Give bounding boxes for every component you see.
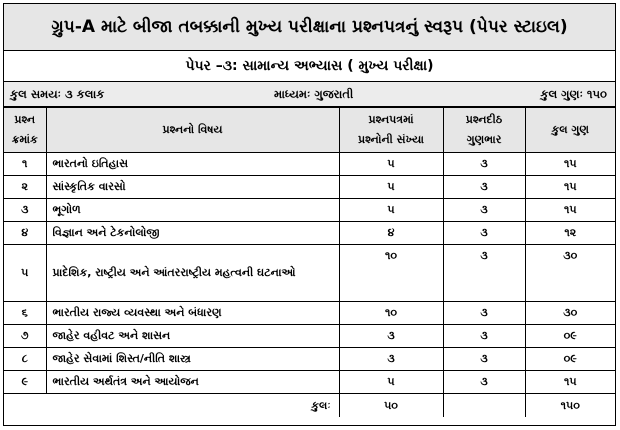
cell-subject: પ્રાદેશિક, રાષ્ટ્રીય અને આંતરરાષ્ટ્રીય મહત્વની ઘટનાઓ bbox=[46, 245, 339, 302]
table-row bbox=[4, 199, 615, 222]
cell-total: ૧૫ bbox=[525, 153, 615, 176]
total-marks-cell: ૧૫૦ bbox=[525, 394, 615, 418]
cell-weight: ૩ bbox=[443, 176, 525, 199]
cell-total: ૧૫ bbox=[525, 176, 615, 199]
cell-weight: ૩ bbox=[443, 153, 525, 176]
header-count: પ્રશ્નપત્રમાં પ્રશ્નોની સંખ્યા bbox=[339, 108, 443, 153]
total-marks: કુલ ગુણઃ ૧૫૦ bbox=[540, 87, 607, 101]
cell-subject: જાહેર વહીવટ અને શાસન bbox=[46, 325, 339, 348]
table-total-row bbox=[4, 394, 615, 418]
total-weight bbox=[443, 394, 525, 418]
cell-weight: ૩ bbox=[443, 325, 525, 348]
cell-count: ૩ bbox=[339, 348, 443, 371]
table-row bbox=[4, 325, 615, 348]
cell-serial: ૫ bbox=[4, 245, 46, 302]
cell-total: ૧૫ bbox=[525, 371, 615, 394]
paper-subtitle: પેપર –૩: સામાન્ય અભ્યાસ ( મુખ્ય પરીક્ષા) bbox=[4, 51, 615, 82]
cell-serial: ૪ bbox=[4, 222, 46, 245]
cell-weight: ૩ bbox=[443, 348, 525, 371]
cell-total: ૧૫ bbox=[525, 199, 615, 222]
cell-count: ૫ bbox=[339, 153, 443, 176]
cell-total: ૦૯ bbox=[525, 325, 615, 348]
cell-total: ૩૦ bbox=[525, 302, 615, 325]
cell-serial: ૭ bbox=[4, 325, 46, 348]
exam-pattern-sheet bbox=[3, 3, 616, 426]
cell-subject: ભારતીય અર્થતંત્ર અને આયોજન bbox=[46, 371, 339, 394]
marks-table bbox=[4, 107, 615, 417]
cell-subject: ભૂગોળ bbox=[46, 199, 339, 222]
table-row bbox=[4, 302, 615, 325]
cell-count: ૧૦ bbox=[339, 245, 443, 302]
total-count: ૫૦ bbox=[339, 394, 443, 418]
cell-weight: ૩ bbox=[443, 371, 525, 394]
cell-total: ૦૯ bbox=[525, 348, 615, 371]
cell-serial: ૩ bbox=[4, 199, 46, 222]
header-total: કુલ ગુણ bbox=[525, 108, 615, 153]
table-row bbox=[4, 348, 615, 371]
cell-count: ૧૦ bbox=[339, 302, 443, 325]
cell-weight: ૩ bbox=[443, 245, 525, 302]
table-row bbox=[4, 222, 615, 245]
cell-total: ૧૨ bbox=[525, 222, 615, 245]
table-row bbox=[4, 176, 615, 199]
table-row bbox=[4, 371, 615, 394]
cell-serial: ૬ bbox=[4, 302, 46, 325]
header-subject: પ્રશ્નનો વિષય bbox=[46, 108, 339, 153]
cell-serial: ૨ bbox=[4, 176, 46, 199]
cell-serial: ૧ bbox=[4, 153, 46, 176]
cell-serial: ૮ bbox=[4, 348, 46, 371]
medium: માધ્યમઃ ગુજરાતી bbox=[274, 87, 354, 101]
header-weight: પ્રશ્નદીઠ ગુણભાર bbox=[443, 108, 525, 153]
total-time: કુલ સમયઃ ૩ કલાક bbox=[10, 87, 105, 101]
table-row bbox=[4, 245, 615, 302]
cell-count: ૫ bbox=[339, 176, 443, 199]
page-title: ગ્રુપ-A માટે બીજા તબક્કાની મુખ્ય પરીક્ષાના પ્રશ્નપત્રનું સ્વરૂપ (પેપર સ્ટાઇલ) bbox=[4, 4, 615, 51]
cell-weight: ૩ bbox=[443, 302, 525, 325]
cell-subject: વિજ્ઞાન અને ટેકનોલોજી bbox=[46, 222, 339, 245]
cell-subject: ભારતીય રાજ્ય વ્યવસ્થા અને બંધારણ bbox=[46, 302, 339, 325]
header-serial: પ્રશ્ન ક્રમાંક bbox=[4, 108, 46, 153]
cell-count: ૪ bbox=[339, 222, 443, 245]
total-label: કુલઃ bbox=[4, 394, 339, 418]
cell-subject: ભારતનો ઇતિહાસ bbox=[46, 153, 339, 176]
table-header-row bbox=[4, 108, 615, 153]
cell-count: ૫ bbox=[339, 371, 443, 394]
cell-subject: સાંસ્કૃતિક વારસો bbox=[46, 176, 339, 199]
table-row bbox=[4, 153, 615, 176]
cell-serial: ૯ bbox=[4, 371, 46, 394]
cell-count: ૩ bbox=[339, 325, 443, 348]
cell-weight: ૩ bbox=[443, 222, 525, 245]
cell-subject: જાહેર સેવામાં શિસ્ત/નીતિ શાસ્ત્ર bbox=[46, 348, 339, 371]
cell-count: ૫ bbox=[339, 199, 443, 222]
cell-total: ૩૦ bbox=[525, 245, 615, 302]
info-bar bbox=[4, 82, 615, 107]
cell-weight: ૩ bbox=[443, 199, 525, 222]
